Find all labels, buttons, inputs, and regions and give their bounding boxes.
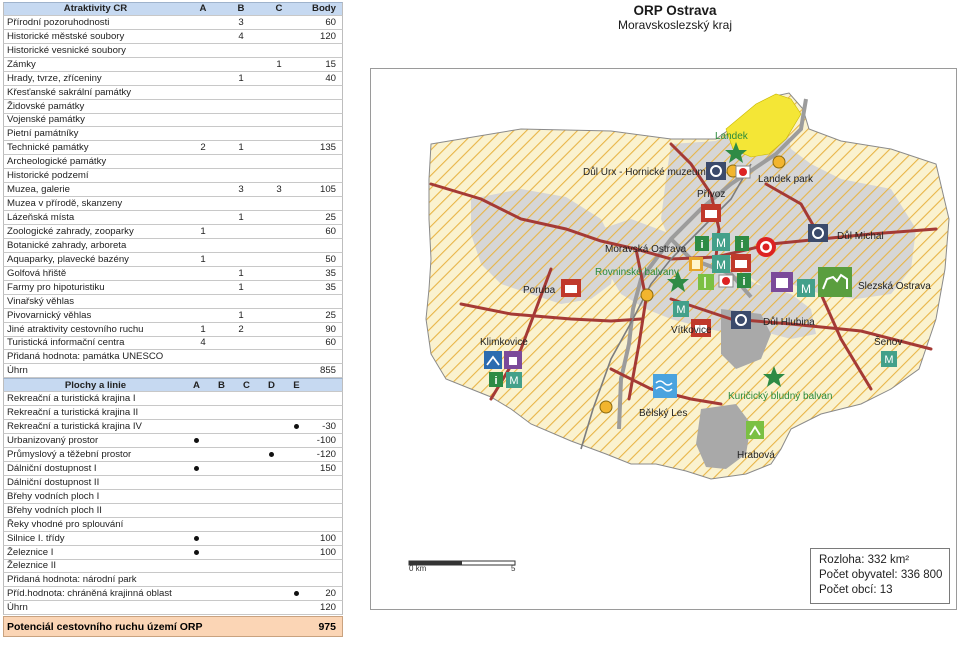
table1-cell: Přidaná hodnota: památka UNESCO xyxy=(7,351,164,363)
map-title xyxy=(590,3,760,32)
label-poruba: Poruba xyxy=(523,285,556,296)
table2-row xyxy=(3,462,343,476)
table1-cell: 1 xyxy=(200,225,206,237)
church-icon xyxy=(504,351,522,369)
table1-cell: 60 xyxy=(325,16,336,28)
label-landek: Landek xyxy=(715,131,748,142)
table1-row xyxy=(3,183,343,197)
table2-mark-cell xyxy=(284,421,309,432)
table2-mark-cell xyxy=(284,588,309,599)
label-hrabova: Hrabová xyxy=(737,450,775,461)
castle-icon xyxy=(701,204,721,222)
marker-dot xyxy=(294,591,299,596)
table1-row xyxy=(3,253,343,267)
final-label: Potenciál cestovního ruchu území ORP xyxy=(7,620,203,633)
table2-cell: Úhrn xyxy=(7,602,28,614)
table1-cell: 60 xyxy=(325,225,336,237)
table1-cell: 2 xyxy=(238,323,244,335)
table1-cell: 1 xyxy=(276,58,282,70)
spa-icon xyxy=(756,237,776,257)
castle-icon xyxy=(561,279,581,297)
table1-cell: 1 xyxy=(238,267,244,279)
table1-cell: 1 xyxy=(200,253,206,265)
table2-cell: Rekreační a turistická krajina II xyxy=(7,407,139,419)
table2-cell: Průmyslový a těžební prostor xyxy=(7,448,132,460)
table1-cell: 90 xyxy=(325,323,336,335)
table2-cell: Železnice I xyxy=(7,546,54,558)
table1-cell: Přírodní pozoruhodnosti xyxy=(7,16,110,28)
table2-header-cell: A xyxy=(193,379,200,391)
info-box xyxy=(810,548,950,604)
table1-row xyxy=(3,155,343,169)
svg-text:i: i xyxy=(742,276,746,288)
table1-cell: Židovské památky xyxy=(7,100,85,112)
table1-cell: 105 xyxy=(319,184,336,196)
svg-text:M: M xyxy=(801,282,811,296)
label-klimkovice: Klimkovice xyxy=(480,337,528,348)
table1-header-cell: A xyxy=(199,3,207,15)
table2-cell: Břehy vodních ploch I xyxy=(7,490,100,502)
label-bely-les: Bělský Les xyxy=(639,408,688,419)
table1-cell: 40 xyxy=(325,72,336,84)
table2-header-cell: B xyxy=(218,379,225,391)
marker-dot xyxy=(294,424,299,429)
info-municipalities: Počet obcí: 13 xyxy=(819,584,893,596)
table1-cell: 1 xyxy=(238,72,244,84)
aquapark-icon xyxy=(653,374,677,398)
golf-course-icon xyxy=(746,421,764,439)
museum-icon xyxy=(797,279,815,297)
svg-text:M: M xyxy=(676,304,686,316)
farm-icon xyxy=(484,351,502,369)
table2-cell: Rekreační a turistická krajina I xyxy=(7,393,136,405)
table1-row xyxy=(3,127,343,141)
table1-row xyxy=(3,100,343,114)
table2-cell: Břehy vodních ploch II xyxy=(7,504,102,516)
museum-icon xyxy=(506,372,522,388)
table1-row xyxy=(3,350,343,364)
gear-icon xyxy=(808,224,828,242)
table1-header-cell: B xyxy=(237,3,245,15)
label-dul-urx: Důl Urx - Hornické muzeum xyxy=(583,167,706,178)
map-svg xyxy=(371,69,956,609)
info-icon xyxy=(695,236,709,251)
table1-row xyxy=(3,239,343,253)
table2-cell: Řeky vhodné pro splouvání xyxy=(7,518,124,530)
label-landek-park: Landek park xyxy=(758,174,814,185)
table1-row xyxy=(3,16,343,30)
table1-cell: 1 xyxy=(238,281,244,293)
table1-cell: 25 xyxy=(325,309,336,321)
chateau-icon xyxy=(771,272,793,292)
table1-row xyxy=(3,30,343,44)
table1-row xyxy=(3,281,343,295)
table1-header-cell: Body xyxy=(312,3,336,15)
marker-dot xyxy=(194,536,199,541)
table1-row xyxy=(3,169,343,183)
table1-row xyxy=(3,114,343,128)
attractions-table xyxy=(3,2,343,637)
golf-icon xyxy=(698,274,714,290)
table1-cell: Farmy pro hipoturistiku xyxy=(7,281,105,293)
label-senov: Šenov xyxy=(874,337,903,348)
table1-cell: Pietní památníky xyxy=(7,128,79,140)
table1-cell: Zámky xyxy=(7,58,36,70)
table2-cell: Příd.hodnota: chráněná krajinná oblast xyxy=(7,588,172,600)
table2-header-cell: D xyxy=(268,379,275,391)
table2-mark-cell xyxy=(184,435,209,446)
table1-cell: 1 xyxy=(238,142,244,154)
table2-cell: Přidaná hodnota: národní park xyxy=(7,574,137,586)
table1-cell: Turistická informační centra xyxy=(7,337,125,349)
svg-text:M: M xyxy=(716,258,726,272)
marker-dot xyxy=(194,466,199,471)
info-icon xyxy=(737,273,751,288)
scale-bar xyxy=(409,561,516,573)
scale-end: 5 xyxy=(511,564,516,573)
table2-cell: Dálniční dostupnost II xyxy=(7,476,100,488)
table1-cell: Golfová hřiště xyxy=(7,267,67,279)
table1-cell: 35 xyxy=(325,281,336,293)
svg-text:i: i xyxy=(494,375,498,387)
table1-row xyxy=(3,323,343,337)
table1-cell: 4 xyxy=(200,337,206,349)
table1-cell: 35 xyxy=(325,267,336,279)
table1-cell: 50 xyxy=(325,253,336,265)
table1-cell: 4 xyxy=(238,30,244,42)
museum-icon xyxy=(881,351,897,367)
table1-cell: Vinařský věhlas xyxy=(7,295,75,307)
table1-cell: 1 xyxy=(238,212,244,224)
table2-row xyxy=(3,546,343,560)
info-icon xyxy=(489,372,503,387)
table2-mark-cell xyxy=(259,449,284,460)
table1-cell: Historické vesnické soubory xyxy=(7,44,126,56)
info-area: Rozloha: 332 km² xyxy=(819,554,910,566)
table1-cell: 60 xyxy=(325,337,336,349)
table1-cell: Botanické zahrady, arboreta xyxy=(7,239,127,251)
scale-start: 0 km xyxy=(409,564,427,573)
table1-row xyxy=(3,211,343,225)
museum-icon xyxy=(712,233,730,251)
table1-row xyxy=(3,295,343,309)
table2-cell: 150 xyxy=(319,462,336,474)
gear-icon xyxy=(706,162,726,180)
svg-text:M: M xyxy=(884,354,894,366)
table1-cell: 3 xyxy=(238,184,244,196)
table2-header-cell: C xyxy=(243,379,250,391)
label-vitkovice: Vítkovice xyxy=(671,325,712,336)
table2-cell: Silnice I. třídy xyxy=(7,532,65,544)
label-kuricicky-balvan: Kuričický bludný balvan xyxy=(728,391,833,402)
table2-header-cell: Plochy a linie xyxy=(64,379,127,391)
table1-cell: 3 xyxy=(276,184,282,196)
beer-icon xyxy=(689,257,703,271)
table2-cell: 100 xyxy=(319,532,336,544)
table2-row xyxy=(3,392,343,406)
table1-cell: 3 xyxy=(238,16,244,28)
table1-cell: Technické památky xyxy=(7,142,89,154)
table2-row xyxy=(3,573,343,587)
table2-row xyxy=(3,434,343,448)
label-moravska-ostrava: Moravská Ostrava xyxy=(605,244,687,255)
map-title-orp: ORP Ostrava xyxy=(633,3,717,18)
label-dul-hlubina: Důl Hlubina xyxy=(763,317,815,328)
table2-cell: Urbanizovaný prostor xyxy=(7,435,99,447)
table1-cell: Úhrn xyxy=(7,365,28,377)
svg-text:M: M xyxy=(716,236,726,250)
table2-row xyxy=(3,476,343,490)
table1-cell: 135 xyxy=(319,142,336,154)
table2-mark-cell xyxy=(184,463,209,474)
table2-cell: Dálniční dostupnost I xyxy=(7,462,97,474)
museum-icon xyxy=(712,255,730,273)
table1-header-cell: C xyxy=(275,3,283,15)
table2-row xyxy=(3,420,343,434)
museum-icon xyxy=(673,301,689,317)
table2-row xyxy=(3,490,343,504)
info-icon xyxy=(735,236,749,251)
table1-cell: 25 xyxy=(325,212,336,224)
marker-dot xyxy=(269,452,274,457)
table2-mark-cell xyxy=(184,533,209,544)
table2-cell: 120 xyxy=(319,602,336,614)
table1-cell: Vojenské památky xyxy=(7,114,85,126)
table2-header-cell: E xyxy=(293,379,300,391)
table1-row xyxy=(3,72,343,86)
label-slezska-ostrava: Slezská Ostrava xyxy=(858,281,931,292)
svg-text:i: i xyxy=(700,239,704,251)
label-rovninske-balvany: Rovninské balvany xyxy=(595,267,679,278)
table2-row xyxy=(3,518,343,532)
table2-mark-cell xyxy=(184,547,209,558)
table1-cell: 2 xyxy=(200,142,206,154)
table1-cell: Zoologické zahrady, zooparky xyxy=(7,225,134,237)
table1-cell: 15 xyxy=(325,58,336,70)
table1-cell: Historické městské soubory xyxy=(7,30,125,42)
table1-row xyxy=(3,86,343,100)
info-population: Počet obyvatel: 336 800 xyxy=(819,569,943,581)
table1-row xyxy=(3,197,343,211)
final-row xyxy=(3,616,343,637)
label-privoz: Přívoz xyxy=(697,189,726,200)
final-value: 975 xyxy=(318,620,336,633)
table1-cell: 1 xyxy=(200,323,206,335)
table1-row xyxy=(3,309,343,323)
table1-cell: Křesťanské sakrální památky xyxy=(7,86,132,98)
table1-cell: Lázeňská místa xyxy=(7,212,75,224)
table1-row xyxy=(3,58,343,72)
table1-row xyxy=(3,337,343,351)
table2-cell: 20 xyxy=(325,588,336,600)
gear-icon xyxy=(731,311,751,329)
table2-row xyxy=(3,601,343,615)
table1-cell: 855 xyxy=(319,365,336,377)
table2-row xyxy=(3,560,343,574)
table1-cell: Pivovarnický věhlas xyxy=(7,309,92,321)
table1-cell: Muzea v přírodě, skanzeny xyxy=(7,198,123,210)
table1-row xyxy=(3,225,343,239)
marker-dot xyxy=(194,438,199,443)
map-title-region: Moravskoslezský kraj xyxy=(617,18,733,32)
table2-row xyxy=(3,406,343,420)
table1-cell: Jiné atraktivity cestovního ruchu xyxy=(7,323,144,335)
svg-text:i: i xyxy=(740,239,744,251)
table1-cell: Archeologické památky xyxy=(7,156,107,168)
table2-cell: -120 xyxy=(316,448,336,460)
zoo-camel-icon xyxy=(818,267,852,297)
table1-header xyxy=(3,2,343,16)
table2-row xyxy=(3,587,343,601)
table1-cell: Aquaparky, plavecké bazény xyxy=(7,253,129,265)
table1-cell: 120 xyxy=(319,30,336,42)
table1-cell: 1 xyxy=(238,309,244,321)
brewery-icon xyxy=(736,166,750,178)
table2-cell: Rekreační a turistická krajina IV xyxy=(7,421,142,433)
table1-row xyxy=(3,364,343,378)
table1-cell: Muzea, galerie xyxy=(7,184,70,196)
table1-header-cell: Atraktivity CR xyxy=(63,3,128,15)
table2-cell: Železnice II xyxy=(7,560,57,572)
table2-cell: 100 xyxy=(319,546,336,558)
svg-text:M: M xyxy=(509,375,519,387)
label-dul-michal: Důl Michal xyxy=(837,231,884,242)
table1-row xyxy=(3,267,343,281)
castle-icon xyxy=(731,254,751,272)
table1-row xyxy=(3,141,343,155)
table2-cell: -100 xyxy=(316,435,336,447)
marker-dot xyxy=(194,550,199,555)
table1-row xyxy=(3,44,343,58)
table1-cell: Hrady, tvrze, zříceniny xyxy=(7,72,102,84)
table2-cell: -30 xyxy=(322,421,336,433)
map-frame xyxy=(370,68,957,610)
table2-row xyxy=(3,504,343,518)
table2-row xyxy=(3,532,343,546)
table1-cell: Historické podzemí xyxy=(7,170,89,182)
table2-row xyxy=(3,448,343,462)
table2-header xyxy=(3,378,343,392)
brewery-icon xyxy=(719,275,733,287)
